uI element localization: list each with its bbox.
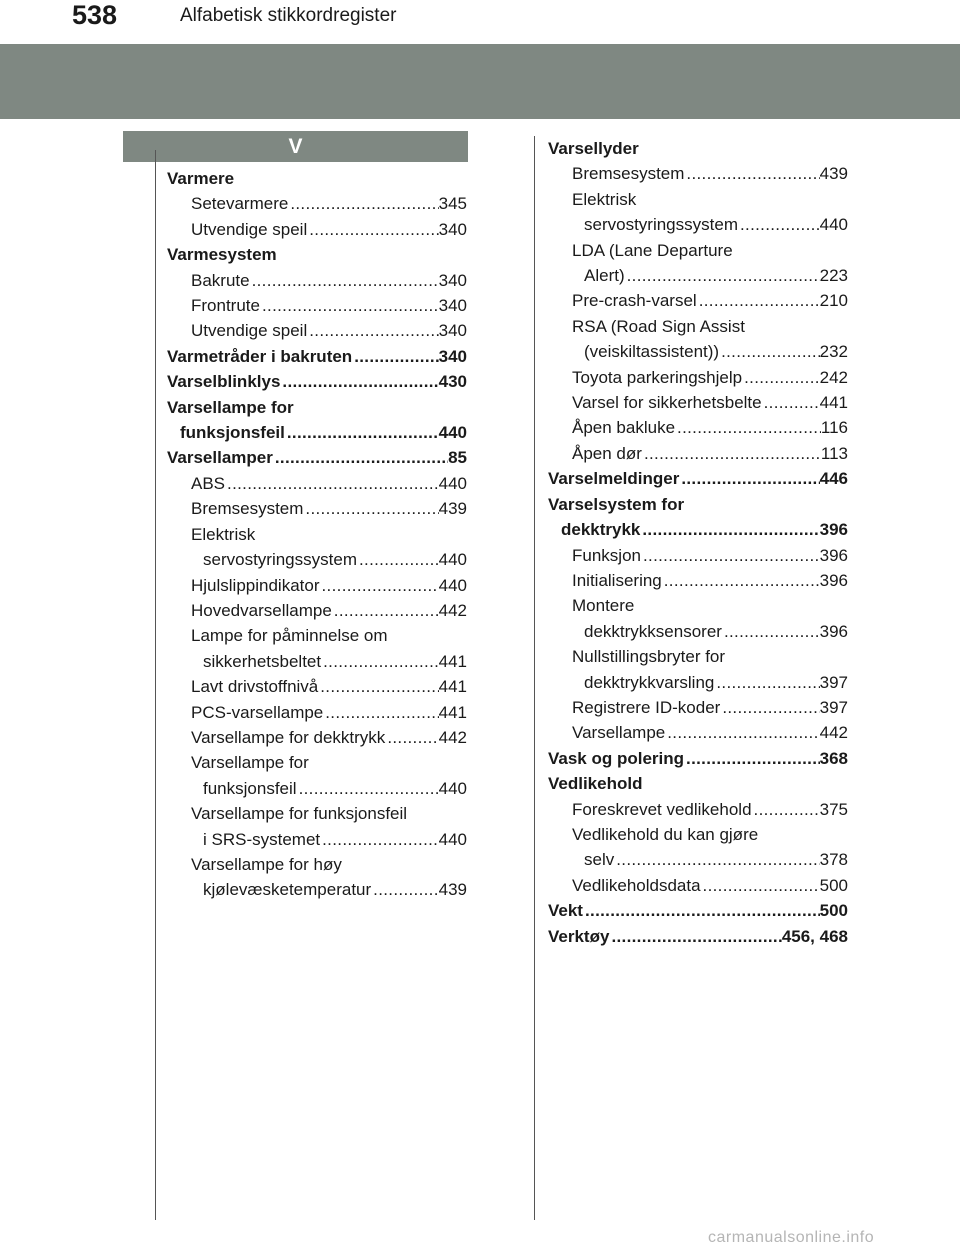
page-reference: 440 (438, 829, 467, 849)
index-entry (167, 801, 467, 826)
dot-leader (583, 898, 820, 923)
index-term: Varsellampe for (167, 397, 294, 417)
index-term: Alert) (584, 266, 625, 286)
index-term: Elektrisk (572, 189, 637, 209)
dot-leader (320, 573, 439, 598)
dot-leader (701, 873, 820, 898)
index-term: Hovedvarsellampe (191, 600, 332, 620)
dot-leader (260, 293, 439, 318)
index-term: RSA (Road Sign Assist (572, 316, 745, 336)
index-term: Varmetråder i bakruten (167, 346, 353, 366)
index-term: Varsellampe for høy (191, 854, 342, 874)
index-term: Varselblinklys (167, 372, 281, 392)
page-reference: 116 (820, 418, 848, 438)
index-term: Åpen bakluke (572, 418, 676, 438)
page-reference: 440 (438, 575, 467, 595)
left-column-rule (155, 150, 156, 1220)
page-reference: 439 (438, 880, 467, 900)
dot-leader (641, 543, 820, 568)
index-entry (548, 466, 848, 491)
dot-leader (697, 288, 820, 313)
dot-leader (625, 263, 820, 288)
index-term: Toyota parkeringshjelp (572, 367, 743, 387)
page-reference: 439 (438, 499, 467, 519)
dot-leader (722, 619, 820, 644)
index-term: selv (584, 850, 615, 870)
index-term: Varsel for sikkerhetsbelte (572, 393, 762, 413)
dot-leader (720, 695, 819, 720)
index-term: Varsellampe for dekktrykk (191, 727, 386, 747)
dot-leader (665, 720, 819, 745)
index-term: Vedlikehold du kan gjøre (572, 824, 759, 844)
index-term: sikkerhetsbeltet (203, 651, 322, 671)
index-term: kjølevæsketemperatur (203, 880, 372, 900)
index-entry (167, 700, 467, 725)
dot-leader (225, 471, 439, 496)
index-column-right (548, 136, 848, 949)
dot-leader (323, 700, 438, 725)
page-reference: 378 (819, 850, 848, 870)
page-reference: 456, 468 (781, 926, 848, 946)
index-entry (548, 314, 848, 339)
page-reference: 340 (438, 321, 467, 341)
page-reference: 430 (438, 372, 467, 392)
index-entry (167, 217, 467, 242)
page-reference: 500 (819, 901, 848, 921)
index-entry (167, 547, 467, 572)
index-entry (167, 674, 467, 699)
index-entry (167, 191, 467, 216)
dot-leader (662, 568, 820, 593)
index-term: (veiskiltassistent)) (584, 342, 720, 362)
dot-leader (297, 776, 439, 801)
index-entry (548, 898, 848, 923)
header-band (0, 44, 960, 119)
index-term: dekktrykkvarsling (584, 672, 715, 692)
index-entry (548, 644, 848, 669)
index-term: ABS (191, 473, 226, 493)
index-term: dekktrykk (561, 520, 641, 540)
dot-leader (762, 390, 820, 415)
index-term: Vedlikeholdsdata (572, 875, 701, 895)
index-entry (167, 369, 467, 394)
index-term: Setevarmere (191, 194, 289, 214)
index-term: Lavt drivstoffnivå (191, 677, 319, 697)
index-entry (548, 797, 848, 822)
page-reference: 441 (438, 651, 467, 671)
index-term: Funksjon (572, 545, 641, 565)
index-term: Vedlikehold (548, 774, 643, 794)
index-entry (548, 746, 848, 771)
dot-leader (250, 268, 439, 293)
index-term: Varselmeldinger (548, 469, 680, 489)
index-entry (167, 852, 467, 877)
index-entry (167, 776, 467, 801)
index-term: Registrere ID-koder (572, 697, 721, 717)
index-term: Varsellampe (572, 723, 666, 743)
index-term: Foreskrevet vedlikehold (572, 799, 752, 819)
index-entry (548, 212, 848, 237)
dot-leader (385, 725, 438, 750)
page-reference: 440 (438, 423, 467, 443)
index-entry (167, 877, 467, 902)
index-entry (167, 268, 467, 293)
index-term: Bakrute (191, 270, 250, 290)
page-reference: 340 (438, 219, 467, 239)
dot-leader (307, 318, 438, 343)
page-reference: 396 (819, 520, 848, 540)
index-entry (548, 568, 848, 593)
index-term: Varmere (167, 169, 235, 188)
index-term: Utvendige speil (191, 321, 308, 341)
index-entry (548, 822, 848, 847)
index-term: Bremsesystem (191, 499, 304, 519)
dot-leader (357, 547, 439, 572)
index-term: funksjonsfeil (180, 423, 285, 443)
dot-leader (280, 369, 438, 394)
index-term: Åpen dør (572, 443, 642, 463)
index-entry (548, 593, 848, 618)
page-reference: 440 (819, 215, 848, 235)
page-reference: 442 (438, 727, 467, 747)
index-column-left (167, 166, 467, 903)
index-term: Varselsystem for (548, 494, 685, 514)
page-reference: 440 (438, 473, 467, 493)
page-reference: 441 (819, 393, 848, 413)
page-reference: 397 (819, 697, 848, 717)
index-term: Bremsesystem (572, 164, 685, 184)
page-reference: 440 (438, 778, 467, 798)
index-entry (548, 619, 848, 644)
index-term: Utvendige speil (191, 219, 308, 239)
dot-leader (752, 797, 820, 822)
index-entry (548, 670, 848, 695)
index-entry (167, 471, 467, 496)
index-entry (167, 318, 467, 343)
dot-leader (352, 344, 438, 369)
index-entry (167, 420, 467, 445)
index-term: Initialisering (572, 570, 662, 590)
index-entry (167, 166, 467, 191)
page-number: 538 (72, 0, 118, 30)
dot-leader (684, 746, 820, 771)
dot-leader (614, 847, 819, 872)
page-reference: 340 (438, 346, 467, 366)
index-entry (548, 695, 848, 720)
index-term: Nullstillingsbryter for (572, 647, 726, 667)
right-column-rule (534, 136, 535, 1220)
index-entry (167, 573, 467, 598)
index-entry (548, 873, 848, 898)
page-reference: 345 (438, 194, 467, 214)
index-entry (167, 750, 467, 775)
index-term: PCS-varsellampe (191, 702, 324, 722)
index-entry (167, 395, 467, 420)
page-reference: 397 (819, 672, 848, 692)
index-entry (548, 263, 848, 288)
index-entry (167, 827, 467, 852)
index-entry (548, 517, 848, 542)
index-term: Vekt (548, 901, 583, 921)
index-term: Elektrisk (191, 524, 256, 544)
index-term: servostyringssystem (584, 215, 738, 235)
index-term: LDA (Lane Departure (572, 240, 733, 260)
index-entry (548, 187, 848, 212)
index-term: Varsellamper (167, 448, 273, 468)
dot-leader (288, 191, 438, 216)
index-term: Lampe for påminnelse om (191, 626, 388, 646)
index-entry (548, 415, 848, 440)
index-term: Montere (572, 596, 635, 616)
index-term: Pre-crash-varsel (572, 291, 697, 311)
index-entry (548, 720, 848, 745)
index-entry (167, 496, 467, 521)
page-reference: 113 (820, 443, 848, 463)
index-entry (548, 136, 848, 161)
page-reference: 375 (819, 799, 848, 819)
page-reference: 446 (819, 469, 848, 489)
page-reference: 232 (819, 342, 848, 362)
index-entry (167, 293, 467, 318)
index-entry (167, 522, 467, 547)
index-entry (548, 847, 848, 872)
index-entry (548, 543, 848, 568)
index-entry (548, 238, 848, 263)
index-term: Hjulslippindikator (191, 575, 320, 595)
page-reference: 440 (438, 550, 467, 570)
page-reference: 396 (819, 545, 848, 565)
dot-leader (303, 496, 438, 521)
index-term: Vask og polering (548, 748, 685, 768)
index-entry (167, 725, 467, 750)
index-entry (167, 598, 467, 623)
index-entry (167, 623, 467, 648)
index-term: funksjonsfeil (203, 778, 297, 798)
dot-leader (675, 415, 821, 440)
page-reference: 340 (438, 296, 467, 316)
index-entry (167, 344, 467, 369)
index-term: Frontrute (191, 296, 260, 316)
index-entry (548, 441, 848, 466)
index-entry (548, 492, 848, 517)
index-term: dekktrykksensorer (584, 621, 722, 641)
page-reference: 442 (438, 600, 467, 620)
dot-leader (684, 161, 819, 186)
page-title: Alfabetisk stikkordregister (180, 5, 397, 26)
index-term: Varmesystem (167, 245, 277, 265)
index-entry (548, 288, 848, 313)
index-term: Varsellyder (548, 139, 639, 158)
dot-leader (738, 212, 820, 237)
section-letter: V (123, 131, 468, 162)
dot-leader (609, 924, 781, 949)
page-reference: 396 (819, 621, 848, 641)
dot-leader (719, 339, 820, 364)
index-entry (548, 390, 848, 415)
page-header (0, 0, 960, 36)
index-entry (167, 445, 467, 470)
index-term: Varsellampe for (191, 753, 309, 773)
page-reference: 441 (438, 702, 467, 722)
index-entry (548, 161, 848, 186)
index-term: Varsellampe for funksjonsfeil (191, 804, 408, 824)
index-entry (167, 649, 467, 674)
dot-leader (320, 827, 438, 852)
index-term: i SRS-systemet (203, 829, 321, 849)
dot-leader (679, 466, 819, 491)
dot-leader (642, 441, 821, 466)
page-reference: 242 (819, 367, 848, 387)
page-reference: 441 (438, 677, 467, 697)
index-entry (167, 242, 467, 267)
page-reference: 210 (819, 291, 848, 311)
page-reference: 442 (819, 723, 848, 743)
page-reference: 439 (819, 164, 848, 184)
dot-leader (318, 674, 438, 699)
dot-leader (640, 517, 819, 542)
dot-leader (714, 670, 819, 695)
page-reference: 396 (819, 570, 848, 590)
dot-leader (742, 365, 820, 390)
dot-leader (371, 877, 438, 902)
dot-leader (332, 598, 439, 623)
page-reference: 340 (438, 270, 467, 290)
dot-leader (307, 217, 438, 242)
index-entry (548, 924, 848, 949)
index-entry (548, 339, 848, 364)
index-entry (548, 771, 848, 796)
page-reference: 368 (819, 748, 848, 768)
dot-leader (285, 420, 439, 445)
index-term: servostyringssystem (203, 550, 357, 570)
index-term: Verktøy (548, 926, 610, 946)
page-reference: 500 (819, 875, 848, 895)
dot-leader (321, 649, 439, 674)
watermark: carmanualsonline.info (708, 1229, 875, 1246)
page-reference: 85 (448, 448, 467, 468)
index-entry (548, 365, 848, 390)
dot-leader (273, 445, 448, 470)
page-reference: 223 (819, 266, 848, 286)
